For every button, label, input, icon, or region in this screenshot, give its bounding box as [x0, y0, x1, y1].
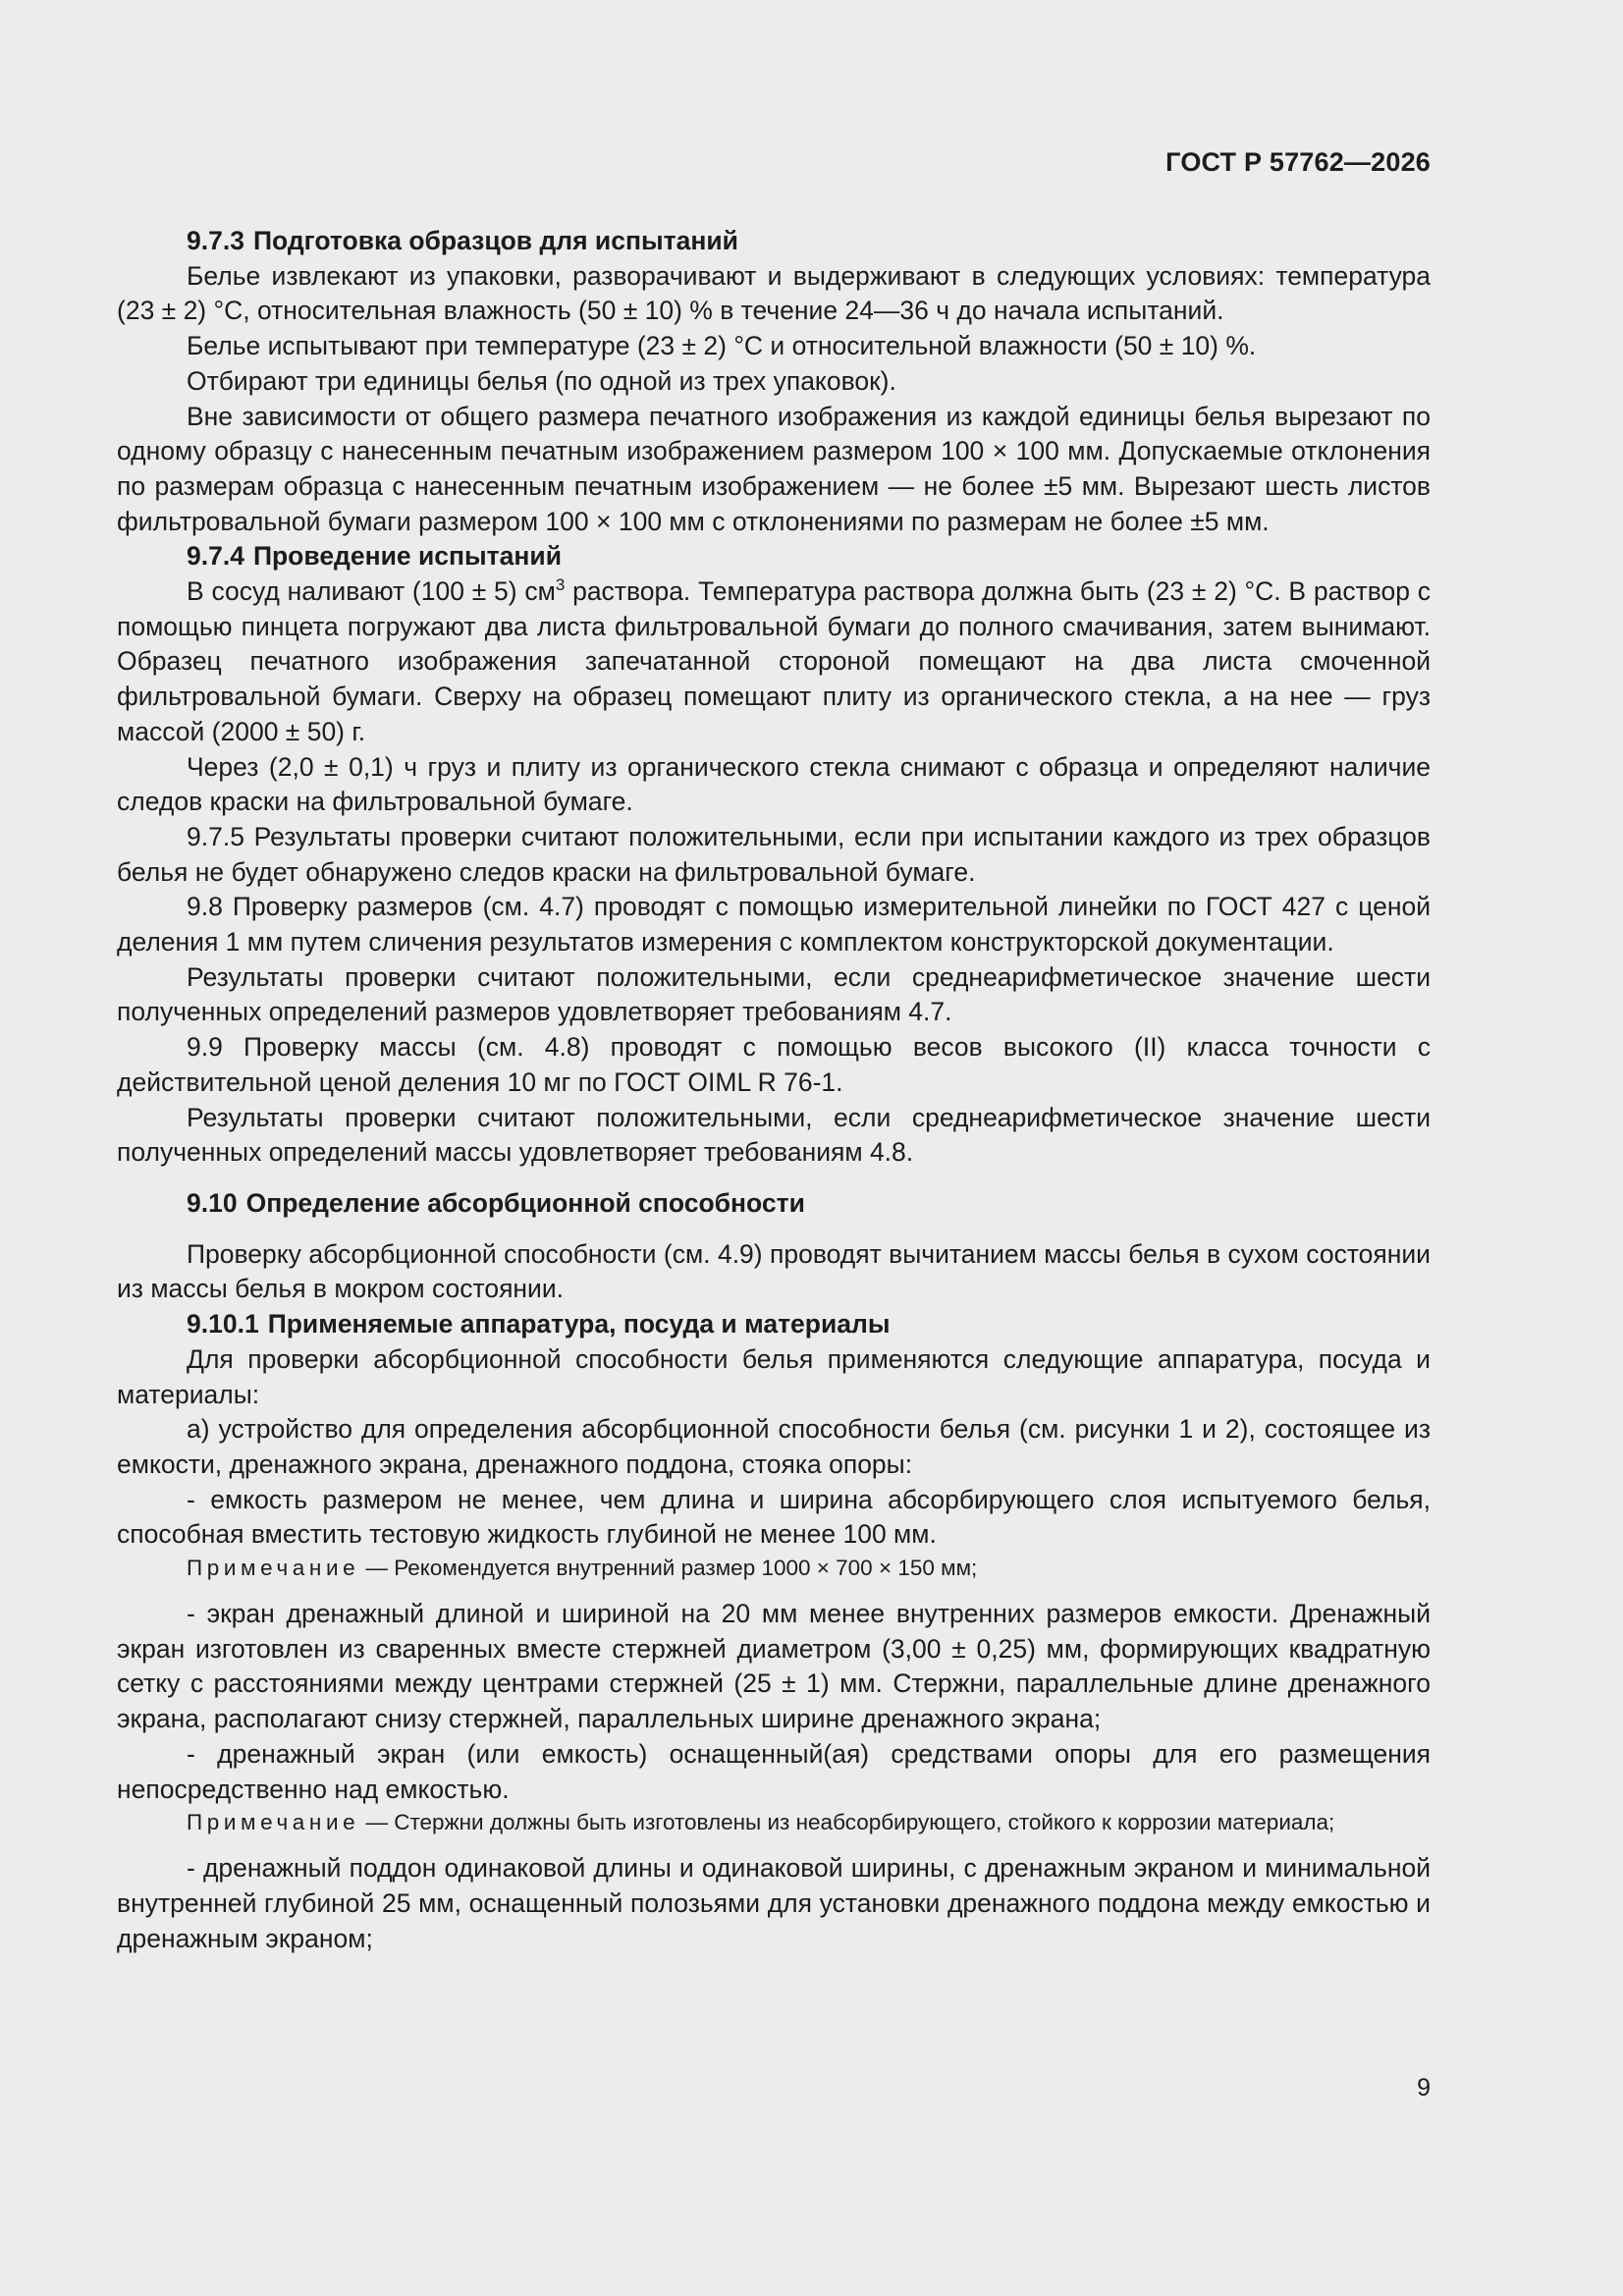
note: Примечание — Рекомендуется внутренний размер 1000 × 700 × 150 мм;: [187, 1556, 978, 1581]
section-heading-9-7-3: 9.7.3 Подготовка образцов для испытаний: [187, 226, 738, 255]
paragraph: Для проверки абсорбционной способности белья применяются следующие аппаратура, посуда и материалы:: [117, 1343, 1431, 1409]
list-item-a: а) устройство для определения абсорбционной способности белья (см. рисунки 1 и 2), состоящее из емкости, дренажного экрана, дренажного поддона, стояка опоры:: [117, 1414, 1431, 1479]
document-code: ГОСТ Р 57762—2026: [1165, 147, 1431, 177]
list-item-dash: - емкость размером не менее, чем длина и ширина абсорбирующего слоя испытуемого белья, способная вместить тестовую жидкость глубиной не менее 100 мм.: [117, 1484, 1431, 1550]
paragraph: Проверку абсорбционной способности (см. 4.9) проводят вычитанием массы белья в сухом состоянии из массы белья в мокром состоянии.: [117, 1238, 1431, 1304]
paragraph-9-8: 9.8 Проверку размеров (см. 4.7) проводят с помощью измерительной линейки по ГОСТ 427 с ценой деления 1 мм путем сличения результатов измерения с комплектом конструкторской документации.: [117, 892, 1431, 957]
list-item-dash: - дренажный поддон одинаковой длины и одинаковой ширины, с дренажным экраном и минимальной внутренней глубиной 25 мм, оснащенный полозьями для установки дренажного поддона между емкостью и дренажным экраном;: [117, 1853, 1431, 1953]
section-heading-9-7-4: 9.7.4 Проведение испытаний: [187, 541, 562, 572]
list-item-dash: - дренажный экран (или емкость) оснащенный(ая) средствами опоры для его размещения непосредственно над емкостью.: [117, 1738, 1431, 1804]
paragraph-9-7-5: 9.7.5 Результаты проверки считают положительными, если при испытании каждого из трех образцов белья не будет обнаружено следов краски на фильтровальной бумаге.: [117, 821, 1431, 887]
page-number: 9: [1417, 2074, 1431, 2102]
section-heading-9-10-1: 9.10.1 Применяемые аппаратура, посуда и материалы: [187, 1309, 891, 1339]
paragraph: Результаты проверки считают положительными, если среднеарифметическое значение шести полученных определений размеров удовлетворяет требованиям 4.7.: [117, 961, 1431, 1027]
note: Примечание — Стержни должны быть изготовлены из неабсорбирующего, стойкого к коррозии материала;: [187, 1810, 1335, 1835]
paragraph: В сосуд наливают (100 ± 5) $см^3$ раствора. Температура раствора должна быть (23 ± 2) °С. В раствор с помощью пинцета погружают два листа фильтровальной бумаги до полного смачивания, затем вынимают. Образец печатного изображения запечатанной стороной помещают на два листа смоченной фильтровальной бумаги. Сверху на образец помещают плиту из органического стекла, а на нее — груз массой (2000 ± 50) г.: [117, 575, 1431, 746]
paragraph: Через (2,0 ± 0,1) ч груз и плиту из органического стекла снимают с образца и определяют наличие следов краски на фильтровальной бумаге.: [117, 751, 1431, 817]
paragraph: Вне зависимости от общего размера печатного изображения из каждой единицы белья вырезают по одному образцу с нанесенным печатным изображением размером 100 × 100 мм. Допускаемые отклонения по размерам образца с нанесенным печатным изображением — не более ±5 мм. Вырезают шесть листов фильтровальной бумаги размером 100 × 100 мм с отклонениями по размерам не более ±5 мм.: [117, 401, 1431, 536]
paragraph: Результаты проверки считают положительными, если среднеарифметическое значение шести полученных определений массы удовлетворяет требованиям 4.8.: [117, 1102, 1431, 1168]
paragraph: Белье извлекают из упаковки, разворачивают и выдерживают в следующих условиях: температура (23 ± 2) °С, относительная влажность (50 ± 10) % в течение 24—36 ч до начала испытаний.: [117, 260, 1431, 326]
paragraph-9-9: 9.9 Проверку массы (см. 4.8) проводят с помощью весов высокого (II) класса точности с действительной ценой деления 10 мг по ГОСТ OIML R 76-1.: [117, 1032, 1431, 1097]
document-body: [117, 224, 1431, 1956]
section-heading-9-10: 9.10 Определение абсорбционной способности: [187, 1187, 805, 1218]
paragraph: Белье испытывают при температуре (23 ± 2) °С и относительной влажности (50 ± 10) %.: [187, 331, 1257, 361]
paragraph: Отбирают три единицы белья (по одной из трех упаковок).: [187, 365, 896, 396]
list-item-dash: - экран дренажный длиной и шириной на 20 мм менее внутренних размеров емкости. Дренажный экран изготовлен из сваренных вместе стержней диаметром (3,00 ± 0,25) мм, формирующих квадратную сетку с расстояниями между центрами стержней (25 ± 1) мм. Стержни, параллельные длине дренажного экрана, располагают снизу стержней, параллельных ширине дренажного экрана;: [117, 1599, 1431, 1734]
